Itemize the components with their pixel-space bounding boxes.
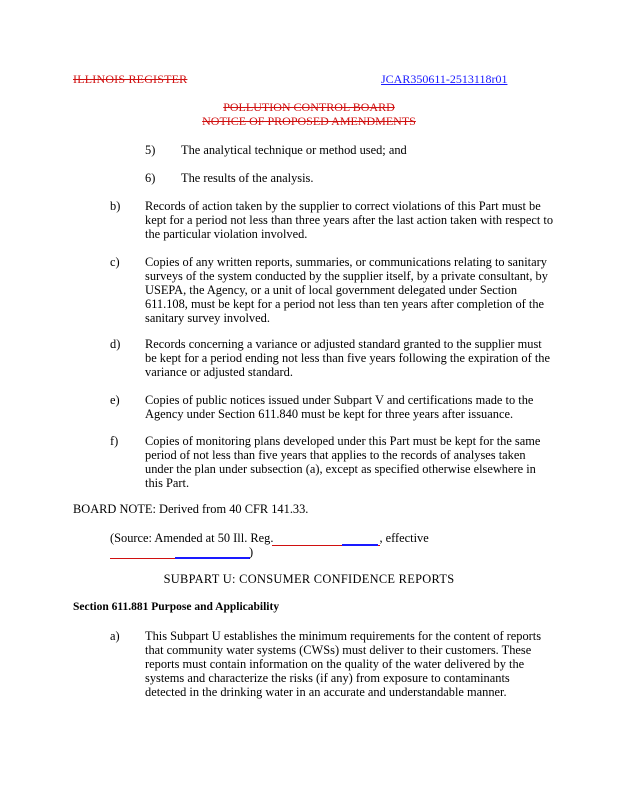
paragraph-line: period of not less than five years that applies to the records of analyses taken bbox=[145, 448, 526, 462]
paragraph-line: Copies of monitoring plans developed under this Part must be kept for the same bbox=[145, 434, 541, 448]
paragraph-label: e) bbox=[110, 393, 120, 407]
paragraph-line: reports must contain information on the quality of the water delivered by the bbox=[145, 657, 525, 671]
paragraph-line: sanitary survey involved. bbox=[145, 311, 270, 325]
subpart-title: SUBPART U: CONSUMER CONFIDENCE REPORTS bbox=[163, 572, 455, 586]
paragraph-line: Agency under Section 611.840 must be kept for three years after issuance. bbox=[145, 407, 514, 421]
paragraph-line: kept for a period not less than three years after the last action taken with respect to bbox=[145, 213, 554, 227]
agency-title: POLLUTION CONTROL BOARD bbox=[223, 100, 395, 114]
paragraph-line: variance or adjusted standard. bbox=[145, 365, 293, 379]
paragraph-line: Records concerning a variance or adjusted standard granted to the supplier must bbox=[145, 337, 542, 351]
paragraph-label: d) bbox=[110, 337, 121, 351]
paragraph-line: be kept for a period ending not less than five years following the expiration of the bbox=[145, 351, 550, 365]
paragraph-line: This Subpart U establishes the minimum requirements for the content of reports bbox=[145, 629, 542, 643]
paragraph-text bbox=[145, 629, 585, 699]
board-note: BOARD NOTE: Derived from 40 CFR 141.33. bbox=[73, 502, 309, 516]
paragraph-text bbox=[145, 434, 585, 490]
paragraph-text bbox=[145, 199, 585, 241]
paragraph-line: USEPA, the Agency, or a unit of local government delegated under Section bbox=[145, 283, 518, 297]
paragraph-line: the particular violation involved. bbox=[145, 227, 308, 241]
item-label: 6) bbox=[145, 171, 156, 185]
paragraph-line: Copies of public notices issued under Subpart V and certifications made to the bbox=[145, 393, 534, 407]
paragraph-line: this Part. bbox=[145, 476, 190, 490]
paragraph-line: 611.108, must be kept for a period not less than ten years after completion of the bbox=[145, 297, 545, 311]
paragraph-text bbox=[145, 393, 585, 421]
document-id: JCAR350611-2513118r01 bbox=[381, 72, 508, 86]
paragraph-text bbox=[145, 337, 585, 379]
item-text: The analytical technique or method used; and bbox=[181, 143, 407, 157]
paragraph-line: Records of action taken by the supplier to correct violations of this Part must be bbox=[145, 199, 541, 213]
paragraph-label: f) bbox=[110, 434, 119, 448]
paragraph-line: Copies of any written reports, summaries, or communications relating to sanitary bbox=[145, 255, 547, 269]
paragraph-text bbox=[145, 255, 585, 325]
paragraph-line: systems and characterize the risks (if any) from exposure to contaminants bbox=[145, 671, 510, 685]
paragraph-line: surveys of the system conducted by the supplier itself, by a private consultant, by bbox=[145, 269, 548, 283]
paragraph-line: under the plan under subsection (a), except as specified otherwise elsewhere in bbox=[145, 462, 536, 476]
notice-title: NOTICE OF PROPOSED AMENDMENTS bbox=[202, 114, 416, 128]
register-title: ILLINOIS REGISTER bbox=[73, 72, 188, 86]
source-note bbox=[110, 531, 429, 546]
paragraph-label: a) bbox=[110, 629, 120, 643]
inserted-blank-line bbox=[175, 557, 250, 559]
paragraph-label: c) bbox=[110, 255, 120, 269]
item-label: 5) bbox=[145, 143, 156, 157]
paragraph-label: b) bbox=[110, 199, 121, 213]
inserted-blank-line bbox=[342, 544, 378, 546]
paragraph-line: that community water systems (CWSs) must deliver to their customers. These bbox=[145, 643, 532, 657]
source-prefix: (Source: Amended at 50 Ill. Reg. bbox=[110, 531, 274, 545]
section-title: Section 611.881 Purpose and Applicability bbox=[73, 601, 280, 613]
source-close: ) bbox=[249, 545, 254, 559]
paragraph-line: detected in the drinking water in an accurate and understandable manner. bbox=[145, 685, 507, 699]
item-text: The results of the analysis. bbox=[181, 171, 314, 185]
source-suffix: , effective bbox=[379, 531, 429, 545]
